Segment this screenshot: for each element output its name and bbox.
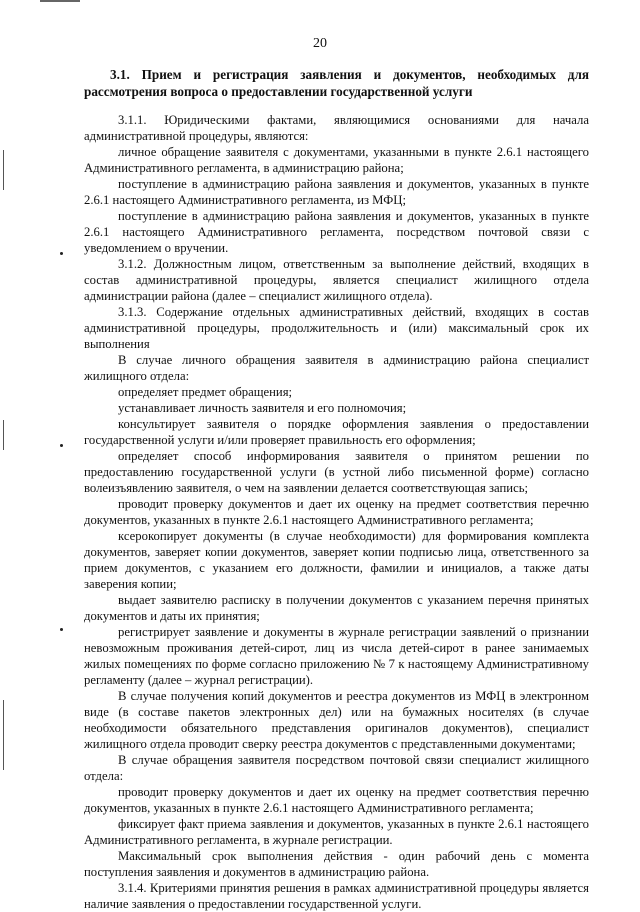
paragraph: 3.1.1. Юридическими фактами, являющимися основаниями для начала административной процедуры, являются: [84, 113, 589, 143]
paragraph: фиксирует факт приема заявления и документов, указанных в пункте 2.6.1 настоящего Административного регламента, в журнале регистрации. [84, 817, 589, 847]
document-body [84, 112, 589, 912]
scan-left-edge-line [3, 700, 4, 770]
paragraph: определяет способ информирования заявителя о принятом решении по предоставлению государственной услуги (в устной либо письменной форме) согласно волеизъявлению заявителя, о чем на заявлении делается соответствующая запись; [84, 449, 589, 495]
paragraph: ксерокопирует документы (в случае необходимости) для формирования комплекта документов, заверяет копии документов, заверяет копии подписью лица, ответственного за прием документов, с указанием его должности, фамилии и инициалов, а также даты заверения копии; [84, 529, 589, 591]
page-number: 20 [313, 36, 327, 51]
section-heading: 3.1. Прием и регистрация заявления и документов, необходимых для рассмотрения вопроса о предоставлении государственной услуги [84, 67, 589, 99]
scan-dot-mark [60, 444, 63, 447]
paragraph: проводит проверку документов и дает их оценку на предмет соответствия перечню документов, указанных в пункте 2.6.1 настоящего Административного регламента; [84, 497, 589, 527]
paragraph: выдает заявителю расписку в получении документов с указанием перечня принятых документов и даты их принятия; [84, 593, 589, 623]
paragraph: В случае личного обращения заявителя в администрацию района специалист жилищного отдела: [84, 353, 589, 383]
scan-dot-mark [60, 628, 63, 631]
scan-dot-mark [60, 252, 63, 255]
paragraph: проводит проверку документов и дает их оценку на предмет соответствия перечню документов, указанных в пункте 2.6.1 настоящего Административного регламента; [84, 785, 589, 815]
paragraph: Максимальный срок выполнения действия - один рабочий день с момента поступления заявления и документов в администрацию района. [84, 849, 589, 879]
paragraph: В случае обращения заявителя посредством почтовой связи специалист жилищного отдела: [84, 753, 589, 783]
paragraph: поступление в администрацию района заявления и документов, указанных в пункте 2.6.1 настоящего Административного регламента, посредством почтовой связи с уведомлением о вручении. [84, 209, 589, 255]
paragraph: поступление в администрацию района заявления и документов, указанных в пункте 2.6.1 настоящего Административного регламента, из МФЦ; [84, 177, 589, 207]
scan-top-edge-line [40, 0, 80, 2]
scan-left-edge-line [3, 150, 4, 190]
scan-left-edge-line [3, 420, 4, 450]
paragraph: определяет предмет обращения; [118, 385, 293, 399]
paragraph: 3.1.4. Критериями принятия решения в рамках административной процедуры является наличие заявления о предоставлении государственной услуги. [84, 881, 589, 911]
paragraph: личное обращение заявителя с документами, указанными в пункте 2.6.1 настоящего Административного регламента, в администрацию района; [84, 145, 589, 175]
paragraph: 3.1.2. Должностным лицом, ответственным за выполнение действий, входящих в состав административной процедуры, является специалист жилищного отдела администрации района (далее – специалист жилищного отдела). [84, 257, 589, 303]
paragraph: регистрирует заявление и документы в журнале регистрации заявлений о признании невозможным проживания детей-сирот, лиц из числа детей-сирот в ранее занимаемых жилых помещениях по форме согласно приложению № 7 к настоящему Административному регламенту (далее – журнал регистрации). [84, 625, 589, 687]
paragraph: устанавливает личность заявителя и его полномочия; [118, 401, 407, 415]
paragraph: В случае получения копий документов и реестра документов из МФЦ в электронном виде (в составе пакетов электронных дел) или на бумажных носителях (в случае необходимости обязательного представления оригиналов документов), специалист жилищного отдела проводит сверку реестра документов с представленными документами; [84, 689, 589, 751]
paragraph: 3.1.3. Содержание отдельных административных действий, входящих в состав административной процедуры, продолжительность и (или) максимальный срок их выполнения [84, 305, 589, 351]
paragraph: консультирует заявителя о порядке оформления заявления о предоставлении государственной услуги и/или проверяет правильность его оформления; [84, 417, 589, 447]
